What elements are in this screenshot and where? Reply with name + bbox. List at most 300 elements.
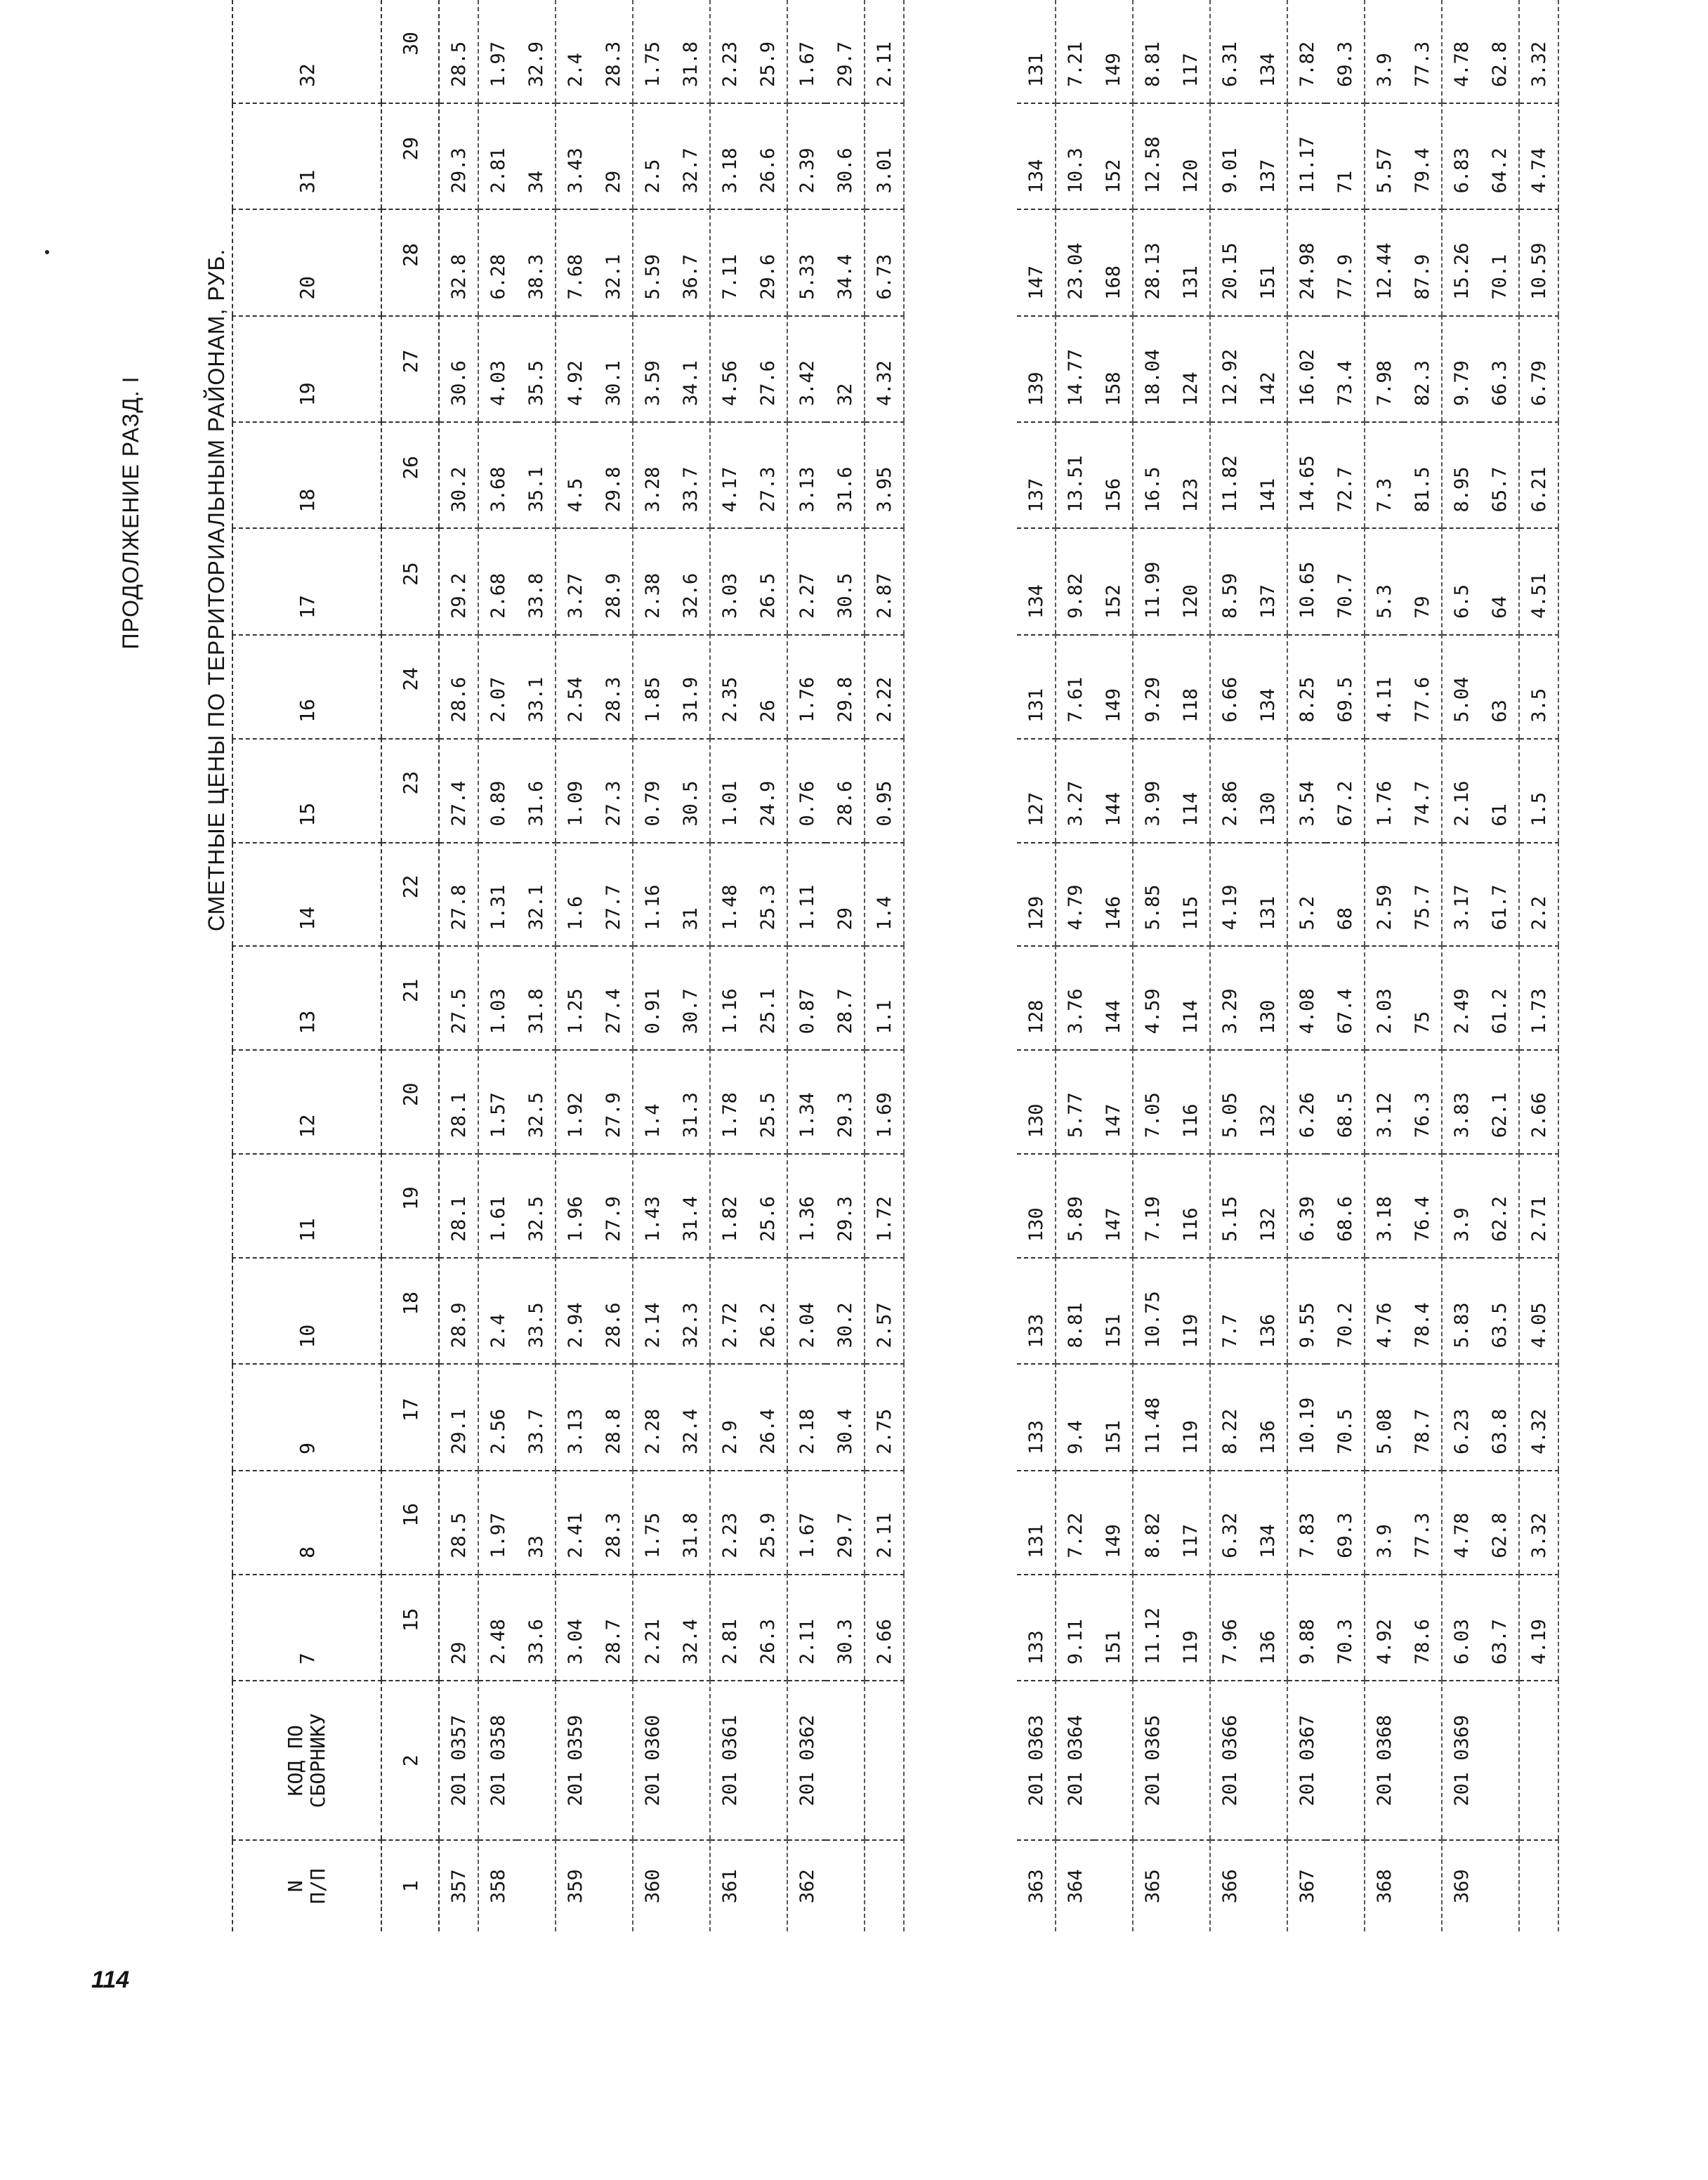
- row-number: [1249, 1840, 1287, 1931]
- column-number: 22: [381, 843, 439, 947]
- price-cell: 18.04: [1133, 316, 1171, 422]
- row-number: 364: [1056, 1840, 1094, 1931]
- price-cell: 2.81: [710, 1575, 749, 1681]
- table-body: [439, 0, 1558, 1931]
- column-number: 20: [381, 1050, 439, 1154]
- table-row: [1403, 0, 1442, 1931]
- row-number: [1403, 1840, 1442, 1931]
- price-cell: 24.98: [1287, 209, 1326, 315]
- price-cell: 2.11: [865, 1471, 904, 1575]
- price-cell: 6.32: [1210, 1471, 1249, 1575]
- row-number: 369: [1442, 1840, 1480, 1931]
- price-cell: 33: [517, 1471, 556, 1575]
- price-cell: 25.5: [749, 1050, 787, 1154]
- price-cell: 61.2: [1480, 947, 1519, 1051]
- price-cell: 11.82: [1210, 422, 1249, 528]
- price-cell: 2.57: [865, 1258, 904, 1364]
- price-cell: 20.15: [1210, 209, 1249, 315]
- price-cell: 25.3: [749, 843, 787, 947]
- price-cell: 75.7: [1403, 843, 1442, 947]
- price-cell: 7.83: [1287, 1471, 1326, 1575]
- price-cell: 27.3: [594, 739, 633, 843]
- price-cell: 3.42: [787, 316, 826, 422]
- row-number: [826, 1840, 865, 1931]
- price-cell: 87.9: [1403, 209, 1442, 315]
- price-cell: 3.18: [710, 103, 749, 209]
- price-cell: 77.3: [1403, 0, 1442, 103]
- price-cell: 64: [1480, 529, 1519, 635]
- price-cell: 30.4: [826, 1365, 865, 1471]
- price-cell: 32.8: [439, 209, 478, 315]
- spacer-cell: [904, 0, 1017, 1931]
- row-code: 201 0360: [633, 1681, 671, 1840]
- price-cell: 144: [1094, 947, 1133, 1051]
- price-cell: 115: [1171, 843, 1210, 947]
- price-cell: 74.7: [1403, 739, 1442, 843]
- row-code: [1519, 1681, 1558, 1840]
- price-cell: 3.12: [1365, 1050, 1403, 1154]
- header-row-column-numbers: [381, 0, 439, 1931]
- price-cell: 124: [1171, 316, 1210, 422]
- price-cell: 31.6: [826, 422, 865, 528]
- price-cell: 114: [1171, 947, 1210, 1051]
- price-cell: 29: [826, 843, 865, 947]
- price-cell: 29.1: [439, 1365, 478, 1471]
- column-number: 23: [381, 739, 439, 843]
- price-cell: 1.97: [487, 41, 509, 87]
- price-cell: 1.25: [556, 947, 594, 1051]
- table-row: [749, 0, 787, 1931]
- price-cell: 26.3: [749, 1575, 787, 1681]
- row-code: [1326, 1681, 1365, 1840]
- price-cell: 0.76: [787, 739, 826, 843]
- price-cell: 32.4: [671, 1365, 710, 1471]
- price-cell: 9.11: [1056, 1575, 1094, 1681]
- price-cell: 4.5: [556, 422, 594, 528]
- price-cell: 29.3: [439, 103, 478, 209]
- price-cell: 27.6: [749, 316, 787, 422]
- price-cell: 8.81: [1056, 1258, 1094, 1364]
- price-cell: 11.17: [1287, 103, 1326, 209]
- price-cell: 29: [594, 103, 633, 209]
- price-cell: 78.6: [1403, 1575, 1442, 1681]
- price-cell: 1.61: [478, 1154, 517, 1258]
- price-cell: 3.9: [1373, 53, 1395, 87]
- price-cell: 8.81: [1141, 41, 1164, 87]
- price-cell: 1.57: [478, 1050, 517, 1154]
- price-cell: 128: [1017, 947, 1056, 1051]
- price-cell: 2.4: [478, 1258, 517, 1364]
- price-cell: 1.16: [633, 843, 671, 947]
- price-cell: 6.5: [1442, 529, 1480, 635]
- price-cell: 32.5: [517, 1154, 556, 1258]
- header-region: 20: [232, 209, 381, 315]
- price-cell: 147: [1094, 1154, 1133, 1258]
- price-cell: 0.91: [633, 947, 671, 1051]
- price-cell: 131: [1017, 635, 1056, 739]
- row-number: [1519, 1840, 1558, 1931]
- price-cell: 16.5: [1133, 422, 1171, 528]
- price-cell: 70.1: [1480, 209, 1519, 315]
- price-cell: 1.76: [787, 635, 826, 739]
- price-cell: 13.51: [1056, 422, 1094, 528]
- price-cell: 137: [1249, 103, 1287, 209]
- row-number: 363: [1017, 1840, 1056, 1931]
- price-cell: 3.27: [556, 529, 594, 635]
- column-number: 19: [381, 1154, 439, 1258]
- price-cell: 29.8: [826, 635, 865, 739]
- price-cell: 61: [1480, 739, 1519, 843]
- page-number: 114: [91, 1966, 130, 1993]
- price-cell: 2.16: [1442, 739, 1480, 843]
- price-cell: 3.27: [1056, 739, 1094, 843]
- price-cell: 2.72: [710, 1258, 749, 1364]
- table-row: [1210, 0, 1249, 1931]
- price-cell: 1.72: [865, 1154, 904, 1258]
- price-cell: 63.5: [1480, 1258, 1519, 1364]
- price-cell: 2.9: [710, 1365, 749, 1471]
- price-cell: 6.79: [1519, 316, 1558, 422]
- row-number: [749, 1840, 787, 1931]
- row-number: 368: [1365, 1840, 1403, 1931]
- price-cell: 1.6: [556, 843, 594, 947]
- price-cell: 4.92: [556, 316, 594, 422]
- price-cell: 63: [1480, 635, 1519, 739]
- price-cell: 5.3: [1365, 529, 1403, 635]
- price-cell: 4.11: [1365, 635, 1403, 739]
- row-number: 367: [1287, 1840, 1326, 1931]
- price-cell: 28.7: [826, 947, 865, 1051]
- price-cell: 1.01: [710, 739, 749, 843]
- price-cell: 134: [1249, 1471, 1287, 1575]
- price-cell: 2.49: [1442, 947, 1480, 1051]
- column-number: 30: [381, 0, 439, 103]
- price-cell: 69.3: [1326, 0, 1365, 103]
- price-cell: 2.5: [633, 103, 671, 209]
- price-cell: 3.9: [1442, 1154, 1480, 1258]
- price-cell: 65.7: [1480, 422, 1519, 528]
- row-number: 366: [1210, 1840, 1249, 1931]
- price-cell: 28.5: [439, 1471, 478, 1575]
- price-cell: 28.5: [439, 0, 478, 103]
- price-cell: 139: [1017, 316, 1056, 422]
- price-cell: 26.4: [749, 1365, 787, 1471]
- price-cell: 4.92: [1365, 1575, 1403, 1681]
- table-row: [1365, 0, 1403, 1931]
- price-cell: 36.7: [671, 209, 710, 315]
- price-cell: 3.29: [1210, 947, 1249, 1051]
- price-cell: 144: [1094, 739, 1133, 843]
- price-cell: 28.13: [1133, 209, 1171, 315]
- price-cell: 32.4: [671, 1575, 710, 1681]
- price-cell: 77.3: [1403, 1471, 1442, 1575]
- header-region: 9: [232, 1365, 381, 1471]
- header-code-label-1: КОД ПО: [283, 1725, 307, 1797]
- price-cell: 7.96: [1210, 1575, 1249, 1681]
- column-number: 25: [381, 529, 439, 635]
- row-code: [826, 1681, 865, 1840]
- column-number: 1: [381, 1840, 439, 1931]
- price-cell: 29.3: [826, 1154, 865, 1258]
- table-row: [671, 0, 710, 1931]
- price-cell: 73.4: [1326, 316, 1365, 422]
- table-row: [594, 0, 633, 1931]
- price-cell: 7.19: [1133, 1154, 1171, 1258]
- column-number: 21: [381, 947, 439, 1051]
- price-cell: 149: [1094, 1471, 1133, 1575]
- table-row: [787, 0, 826, 1931]
- price-cell: 68.5: [1326, 1050, 1365, 1154]
- price-cell: 28.6: [826, 739, 865, 843]
- price-cell: 116: [1171, 1154, 1210, 1258]
- price-cell: 120: [1171, 103, 1210, 209]
- row-number: 361: [710, 1840, 749, 1931]
- row-code: [1094, 1681, 1133, 1840]
- table-row: [1519, 0, 1558, 1931]
- price-cell: 33.7: [671, 422, 710, 528]
- price-cell: 5.33: [787, 209, 826, 315]
- header-n-pp: [232, 1840, 381, 1931]
- header-region: 18: [232, 422, 381, 528]
- price-cell: 0.87: [787, 947, 826, 1051]
- price-cell: 147: [1017, 209, 1056, 315]
- price-cell: 7.82: [1296, 41, 1318, 87]
- row-code: [1249, 1681, 1287, 1840]
- price-cell: 14.77: [1056, 316, 1094, 422]
- table-title: СМЕТНЫЕ ЦЕНЫ ПО ТЕРРИТОРИАЛЬНЫМ РАЙОНАМ, РУБ.: [204, 248, 229, 932]
- price-cell: 28.9: [594, 529, 633, 635]
- price-cell: 9.55: [1287, 1258, 1326, 1364]
- price-cell: 77.9: [1326, 209, 1365, 315]
- price-cell: 33.5: [517, 1258, 556, 1364]
- price-cell: 12.44: [1365, 209, 1403, 315]
- row-code: 201 0363: [1017, 1681, 1056, 1840]
- price-cell: 25.9: [749, 0, 787, 103]
- price-cell: 129: [1017, 843, 1056, 947]
- table-row: [826, 0, 865, 1931]
- price-cell: 132: [1249, 1154, 1287, 1258]
- price-cell: 25.1: [749, 947, 787, 1051]
- price-cell: 2.23: [718, 41, 741, 87]
- price-cell: 137: [1017, 422, 1056, 528]
- price-cell: 78.7: [1403, 1365, 1442, 1471]
- table-row: [1442, 0, 1480, 1931]
- price-cell: 2.04: [787, 1258, 826, 1364]
- price-cell: 5.59: [633, 209, 671, 315]
- row-code: [749, 1681, 787, 1840]
- price-cell: 32: [826, 316, 865, 422]
- price-cell: 1.67: [796, 41, 818, 87]
- price-cell: 4.56: [710, 316, 749, 422]
- price-cell: 151: [1249, 209, 1287, 315]
- header-region: 32: [232, 0, 381, 103]
- row-code: 201 0367: [1287, 1681, 1326, 1840]
- price-cell: 6.83: [1442, 103, 1480, 209]
- price-cell: 120: [1171, 529, 1210, 635]
- price-cell: 6.03: [1442, 1575, 1480, 1681]
- price-cell: 33.8: [517, 529, 556, 635]
- table-row: [556, 0, 594, 1931]
- price-cell: 31.3: [671, 1050, 710, 1154]
- price-table: [232, 0, 1559, 1931]
- price-cell: 5.15: [1210, 1154, 1249, 1258]
- price-cell: 2.39: [787, 103, 826, 209]
- price-cell: 151: [1094, 1365, 1133, 1471]
- price-cell: 26.6: [749, 103, 787, 209]
- price-cell: 2.71: [1519, 1154, 1558, 1258]
- price-cell: 1.76: [1365, 739, 1403, 843]
- price-cell: 6.39: [1287, 1154, 1326, 1258]
- price-cell: 123: [1171, 422, 1210, 528]
- price-cell: 76.3: [1403, 1050, 1442, 1154]
- price-cell: 67.4: [1326, 947, 1365, 1051]
- price-cell: 1.78: [710, 1050, 749, 1154]
- price-cell: 29: [439, 1575, 478, 1681]
- price-cell: 130: [1249, 947, 1287, 1051]
- price-cell: 16.02: [1287, 316, 1326, 422]
- table-row: [439, 0, 478, 1931]
- price-cell: 4.08: [1287, 947, 1326, 1051]
- price-cell: 1.92: [556, 1050, 594, 1154]
- price-cell: 70.5: [1326, 1365, 1365, 1471]
- price-cell: 75: [1403, 947, 1442, 1051]
- price-cell: 131: [1171, 209, 1210, 315]
- price-cell: 5.77: [1056, 1050, 1094, 1154]
- price-cell: 4.05: [1519, 1258, 1558, 1364]
- price-cell: 7.05: [1133, 1050, 1171, 1154]
- price-cell: 30.6: [826, 103, 865, 209]
- price-cell: 30.7: [671, 947, 710, 1051]
- price-cell: 2.94: [556, 1258, 594, 1364]
- price-cell: 2.68: [478, 529, 517, 635]
- price-cell: 27.9: [594, 1154, 633, 1258]
- price-cell: 3.17: [1442, 843, 1480, 947]
- price-cell: 32.1: [517, 843, 556, 947]
- price-cell: 168: [1094, 209, 1133, 315]
- price-cell: 0.89: [478, 739, 517, 843]
- row-number: [865, 1840, 904, 1931]
- price-cell: 3.43: [556, 103, 594, 209]
- price-cell: 2.03: [1365, 947, 1403, 1051]
- header-region: 31: [232, 103, 381, 209]
- price-cell: 6.26: [1287, 1050, 1326, 1154]
- price-cell: 23.04: [1056, 209, 1094, 315]
- price-cell: 2.2: [1519, 843, 1558, 947]
- table-row: [1480, 0, 1519, 1931]
- price-cell: 12.58: [1133, 103, 1171, 209]
- row-code: 201 0365: [1133, 1681, 1171, 1840]
- row-number: [671, 1840, 710, 1931]
- price-cell: 3.68: [478, 422, 517, 528]
- price-cell: 136: [1249, 1258, 1287, 1364]
- row-code: [594, 1681, 633, 1840]
- price-cell: 4.78: [1442, 1471, 1480, 1575]
- price-cell: 5.83: [1442, 1258, 1480, 1364]
- header-n-label: N: [283, 1880, 307, 1893]
- row-number: 362: [787, 1840, 826, 1931]
- price-cell: 62.2: [1480, 1154, 1519, 1258]
- price-cell: 117: [1171, 1471, 1210, 1575]
- price-cell: 7.7: [1210, 1258, 1249, 1364]
- price-cell: 27.9: [594, 1050, 633, 1154]
- price-cell: 31.8: [671, 1471, 710, 1575]
- price-cell: 4.78: [1450, 41, 1473, 87]
- header-region: 14: [232, 843, 381, 947]
- price-cell: 27.4: [594, 947, 633, 1051]
- price-cell: 2.14: [633, 1258, 671, 1364]
- price-cell: 136: [1249, 1575, 1287, 1681]
- price-cell: 149: [1094, 0, 1133, 103]
- column-number: 24: [381, 635, 439, 739]
- header-region: 19: [232, 316, 381, 422]
- price-cell: 3.99: [1133, 739, 1171, 843]
- price-cell: 1.09: [556, 739, 594, 843]
- price-cell: 32.5: [517, 1050, 556, 1154]
- table-row: [1326, 0, 1365, 1931]
- price-cell: 9.01: [1210, 103, 1249, 209]
- header-code-label-2: СБОРНИКУ: [306, 1713, 329, 1808]
- row-code: [517, 1681, 556, 1840]
- price-cell: 2.22: [865, 635, 904, 739]
- price-cell: 63.7: [1480, 1575, 1519, 1681]
- price-cell: 25.6: [749, 1154, 787, 1258]
- price-cell: 26.2: [749, 1258, 787, 1364]
- price-cell: 7.61: [1056, 635, 1094, 739]
- price-cell: 70.2: [1326, 1258, 1365, 1364]
- row-code: 201 0358: [478, 1681, 517, 1840]
- row-code: 201 0359: [556, 1681, 594, 1840]
- header-row-regions: [232, 0, 381, 1931]
- price-cell: 3.32: [1519, 1471, 1558, 1575]
- price-cell: 3.18: [1365, 1154, 1403, 1258]
- row-code: 201 0369: [1442, 1681, 1480, 1840]
- price-cell: 33.1: [517, 635, 556, 739]
- row-code: 201 0364: [1056, 1681, 1094, 1840]
- price-cell: 2.66: [865, 1575, 904, 1681]
- price-cell: 1.85: [633, 635, 671, 739]
- price-cell: 4.19: [1210, 843, 1249, 947]
- price-cell: 1.03: [478, 947, 517, 1051]
- price-cell: 8.95: [1442, 422, 1480, 528]
- price-cell: 3.03: [710, 529, 749, 635]
- header-region: 11: [232, 1154, 381, 1258]
- header-region: 17: [232, 529, 381, 635]
- price-cell: 26: [749, 635, 787, 739]
- price-cell: 130: [1249, 739, 1287, 843]
- price-cell: 10.3: [1056, 103, 1094, 209]
- price-cell: 9.79: [1442, 316, 1480, 422]
- section-continuation-title: ПРОДОЛЖЕНИЕ РАЗД. I: [118, 376, 143, 650]
- price-cell: 132: [1249, 1050, 1287, 1154]
- price-cell: 1.97: [478, 1471, 517, 1575]
- price-cell: 133: [1017, 1365, 1056, 1471]
- price-cell: 70.3: [1326, 1575, 1365, 1681]
- price-cell: 79.4: [1403, 103, 1442, 209]
- price-cell: 6.23: [1442, 1365, 1480, 1471]
- table-row: [1249, 0, 1287, 1931]
- price-cell: 137: [1249, 529, 1287, 635]
- table-row: [865, 0, 904, 1931]
- price-cell: 32.3: [671, 1258, 710, 1364]
- price-cell: 31.6: [517, 739, 556, 843]
- price-cell: 33.6: [517, 1575, 556, 1681]
- price-cell: 11.12: [1133, 1575, 1171, 1681]
- table-row: [1094, 0, 1133, 1931]
- column-number: 17: [381, 1365, 439, 1471]
- price-cell: 25.9: [749, 1471, 787, 1575]
- price-cell: 7.3: [1365, 422, 1403, 528]
- price-cell: 133: [1017, 1575, 1056, 1681]
